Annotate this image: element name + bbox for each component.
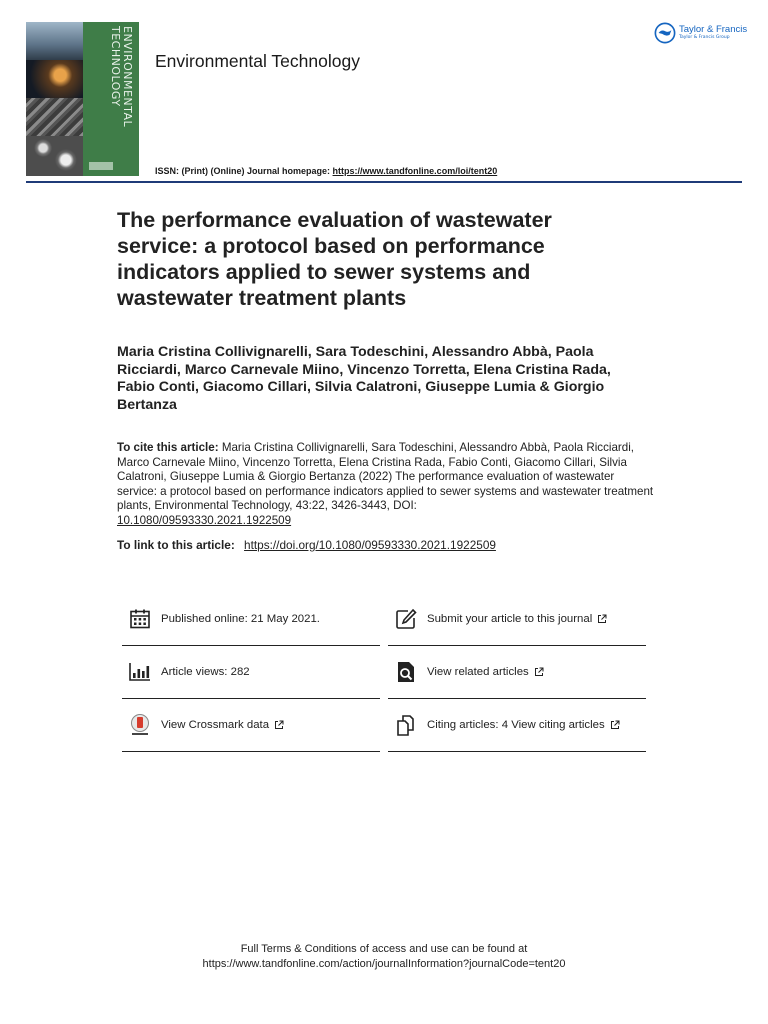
edit-icon: [393, 606, 419, 632]
issn-line: [155, 166, 497, 176]
published-online-item: [122, 593, 380, 646]
crossmark-icon: [127, 712, 153, 738]
article-link-line: [117, 538, 496, 552]
taylor-francis-logo-icon: [654, 22, 676, 44]
submit-article-item[interactable]: [388, 593, 646, 646]
related-articles-text[interactable]: View related articles: [427, 666, 529, 678]
journal-homepage-link[interactable]: https://www.tandfonline.com/loi/tent20: [332, 166, 498, 176]
journal-cover: [26, 22, 139, 176]
crossmark-item[interactable]: [122, 699, 380, 752]
journal-name: Environmental Technology: [155, 51, 360, 71]
article-info-grid: [122, 593, 647, 753]
external-link-icon: [597, 614, 607, 624]
published-online-text: Published online: 21 May 2021.: [161, 613, 320, 625]
cover-photo-pipes: [26, 98, 83, 136]
cite-text: Maria Cristina Collivignarelli, Sara Todeschini, Alessandro Abbà, Paola Ricciardi, Marco Carnevale Miino, Vincenzo Torretta, Elena Cristina Rada, Fabio Conti, Giacomo Cillari, Silvia Calatroni, Giuseppe Lumia & Giorgio Bertanza (2022) The performance evaluation of wastewater service: a protocol based on performance indicators applied to sewer systems and wastewater treatment plants, Environmental Technology, 43:22, 3426-3443, DOI:: [117, 441, 654, 513]
submit-article-text[interactable]: Submit your article to this journal: [427, 613, 593, 625]
publisher-group: Taylor & Francis Group: [679, 35, 730, 40]
cover-title: ENVIRONMENTAL TECHNOLOGY: [109, 26, 134, 128]
footer: [0, 942, 768, 972]
footer-terms-text: Full Terms & Conditions of access and use can be found at: [240, 943, 528, 955]
article-views-text: Article views: 282: [161, 666, 250, 678]
footer-terms-url[interactable]: https://www.tandfonline.com/action/journalInformation?journalCode=tent20: [202, 958, 566, 970]
external-link-icon: [534, 667, 544, 677]
search-document-icon: [393, 659, 419, 685]
related-articles-item[interactable]: [388, 646, 646, 699]
bar-chart-icon: [127, 659, 153, 685]
citing-articles-item[interactable]: [388, 699, 646, 752]
header-divider: [26, 181, 742, 183]
taylor-francis-logo[interactable]: [654, 22, 747, 44]
publisher-name: Taylor & Francis: [679, 24, 748, 35]
calendar-icon: [127, 606, 153, 632]
citation-block: [117, 441, 657, 529]
cover-publisher-mark: [89, 162, 113, 170]
article-doi-link[interactable]: https://doi.org/10.1080/09593330.2021.1922509: [244, 538, 496, 552]
article-title: The performance evaluation of wastewater service: a protocol based on performance indicators applied to sewer systems and wastewater treatment plants: [117, 208, 552, 310]
citing-articles-text[interactable]: Citing articles: 4 View citing articles: [427, 719, 605, 731]
article-authors: Maria Cristina Collivignarelli, Sara Todeschini, Alessandro Abbà, Paola Ricciardi, Marco Carnevale Miino, Vincenzo Torretta, Elena Cristina Rada, Fabio Conti, Giacomo Cillari, Silvia Calatroni, Giuseppe Lumia & Giorgio Bertanza: [117, 344, 611, 413]
link-label: To link to this article:: [117, 538, 235, 552]
external-link-icon: [610, 720, 620, 730]
cover-photo-sky: [26, 22, 83, 60]
crossmark-text[interactable]: View Crossmark data: [161, 719, 270, 731]
cover-photo-stones: [26, 136, 83, 176]
cover-band: [83, 22, 139, 176]
cite-label: To cite this article:: [117, 441, 219, 454]
cite-doi-link[interactable]: 10.1080/09593330.2021.1922509: [117, 513, 292, 527]
cover-photos: [26, 22, 83, 176]
external-link-icon: [274, 720, 284, 730]
citing-icon: [393, 712, 419, 738]
article-views-item: [122, 646, 380, 699]
issn-label: ISSN: (Print) (Online) Journal homepage:: [155, 166, 331, 176]
cover-photo-factory: [26, 60, 83, 98]
